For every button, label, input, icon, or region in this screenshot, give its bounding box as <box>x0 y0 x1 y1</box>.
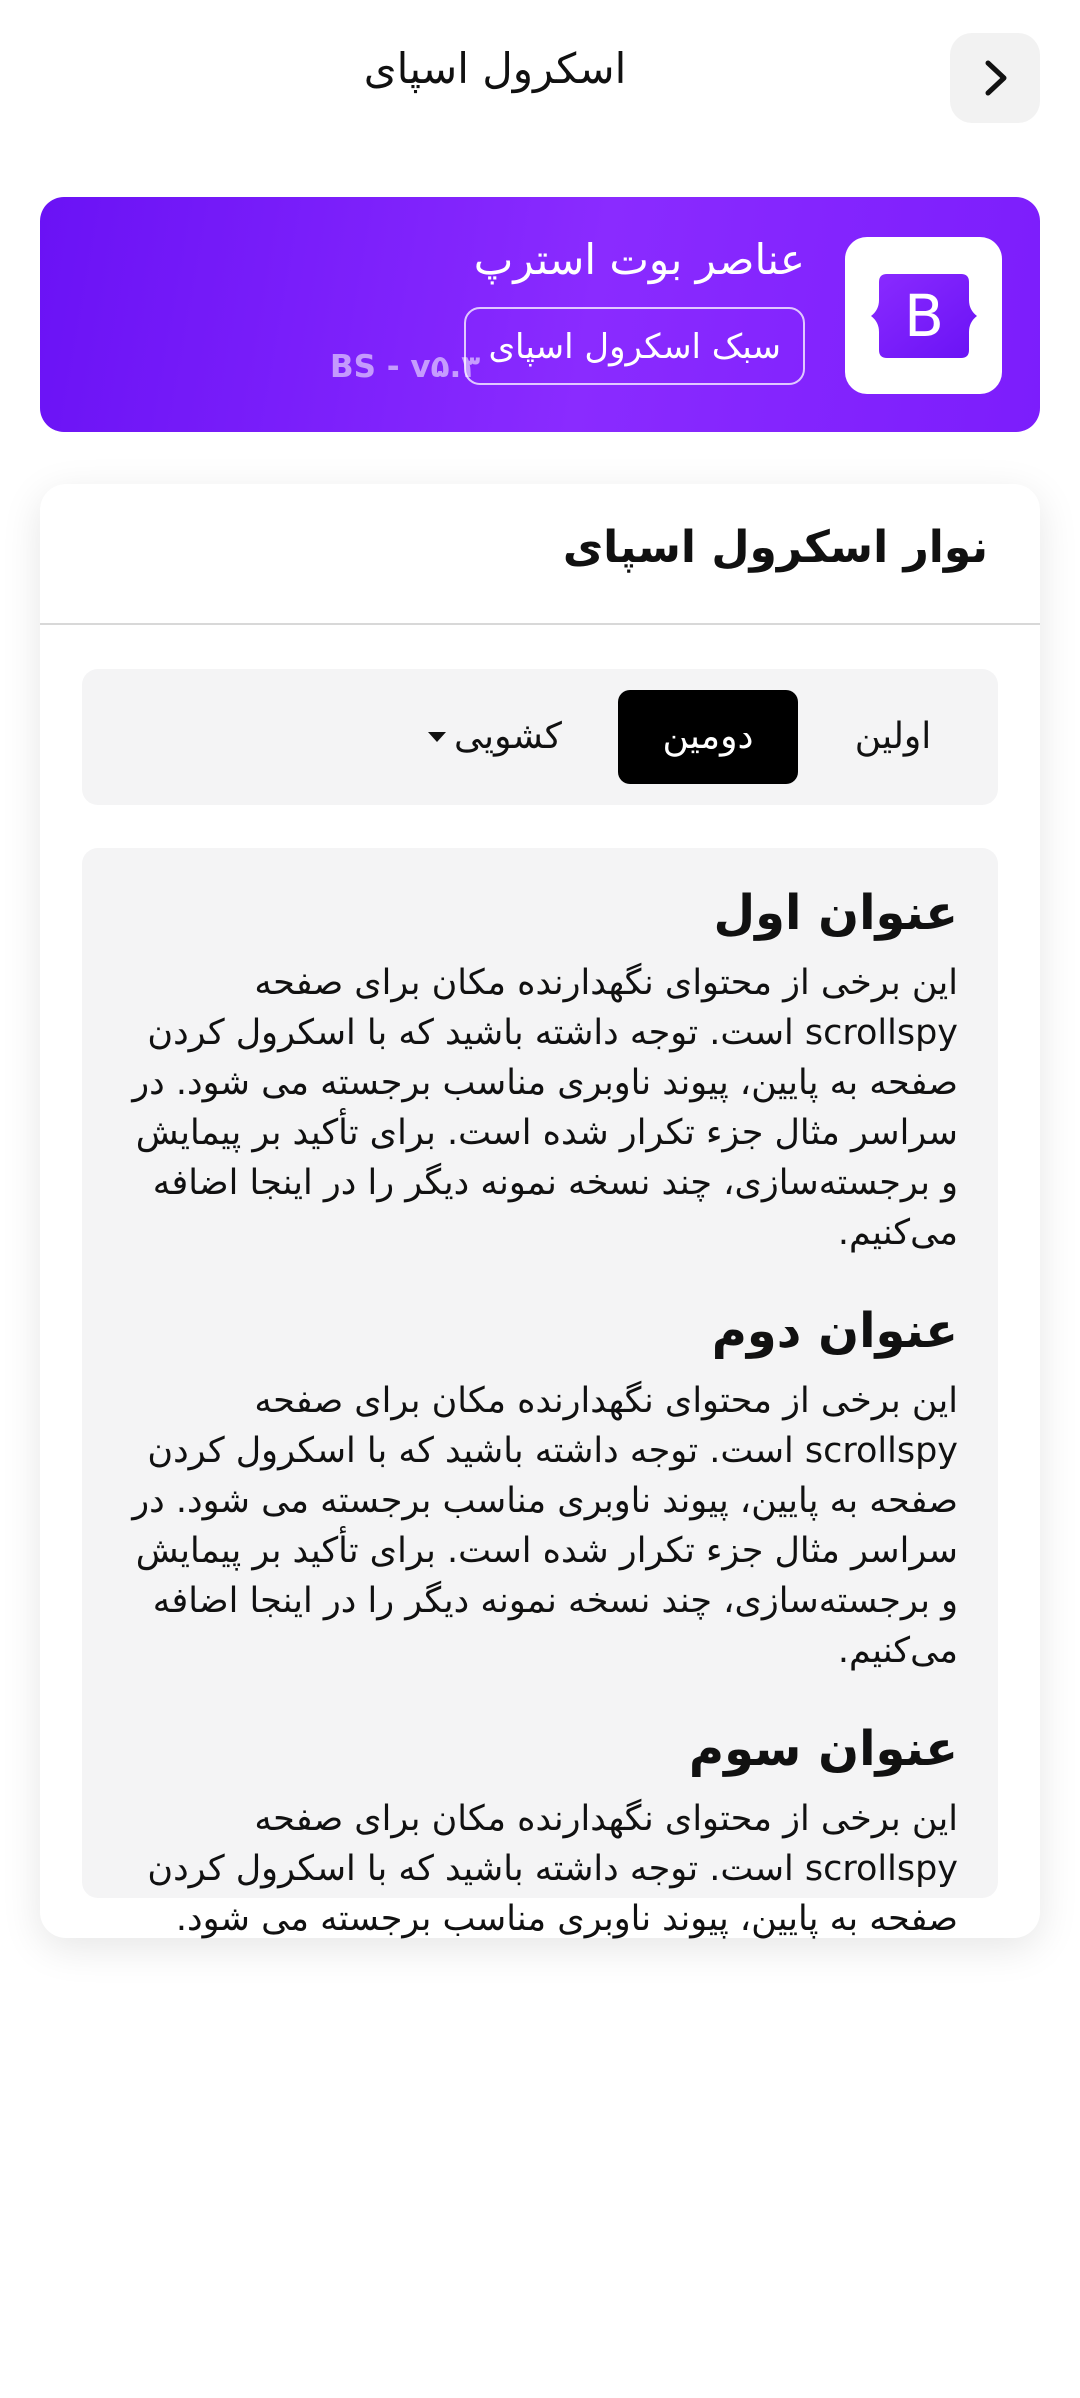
section-body-1: این برخی از محتوای نگهدارنده مکان برای صفحه scrollspy است. توجه داشته باشید که با اسکرول کردن صفحه به پایین، پیوند ناوبری مناسب برجسته می شود. در سراسر مثال جزء تکرار شده است. برای تأکید بر پیمایش و برجسته‌سازی، چند نسخه نمونه دیگر را در اینجا اضافه می‌کنیم. <box>132 963 958 1253</box>
section-heading-2: عنوان دوم <box>711 1303 958 1359</box>
scrollspy-content[interactable] <box>82 848 998 1939</box>
bootstrap-logo-icon <box>845 237 1002 394</box>
section-body-3: این برخی از محتوای نگهدارنده مکان برای صفحه scrollspy است. توجه داشته باشید که با اسکرول کردن صفحه به پایین، پیوند ناوبری مناسب برجسته می شود. <box>147 1799 958 1939</box>
nav-item-dropdown[interactable] <box>428 690 588 784</box>
bootstrap-banner <box>40 197 1040 432</box>
back-button[interactable] <box>950 33 1040 123</box>
nav-dropdown-label: کشویی <box>454 716 562 757</box>
version-label: BS - v۵.۳ <box>330 349 481 385</box>
card-title: نوار اسکرول اسپای <box>562 522 988 573</box>
banner-title: عناصر بوت استرپ <box>473 235 805 284</box>
card-header <box>40 484 1040 625</box>
bootstrap-logo-letter: B <box>903 281 944 350</box>
section-body-2: این برخی از محتوای نگهدارنده مکان برای صفحه scrollspy است. توجه داشته باشید که با اسکرول کردن صفحه به پایین، پیوند ناوبری مناسب برجسته می شود. در سراسر مثال جزء تکرار شده است. برای تأکید بر پیمایش و برجسته‌سازی، چند نسخه نمونه دیگر را در اینجا اضافه می‌کنیم. <box>132 1381 958 1671</box>
chevron-right-icon <box>980 58 1010 98</box>
nav-item-second[interactable]: دومین <box>618 690 798 784</box>
banner-badge: سبک اسکرول اسپای <box>464 307 805 385</box>
nav-item-first[interactable]: اولین <box>854 716 932 757</box>
page-title: اسکرول اسپای <box>363 44 627 93</box>
scrollspy-card <box>40 484 1040 1938</box>
section-heading-1: عنوان اول <box>713 885 958 941</box>
section-heading-3: عنوان سوم <box>688 1721 958 1777</box>
top-app-bar <box>0 0 1080 156</box>
scrollspy-nav <box>82 669 998 805</box>
caret-down-icon <box>428 732 446 742</box>
